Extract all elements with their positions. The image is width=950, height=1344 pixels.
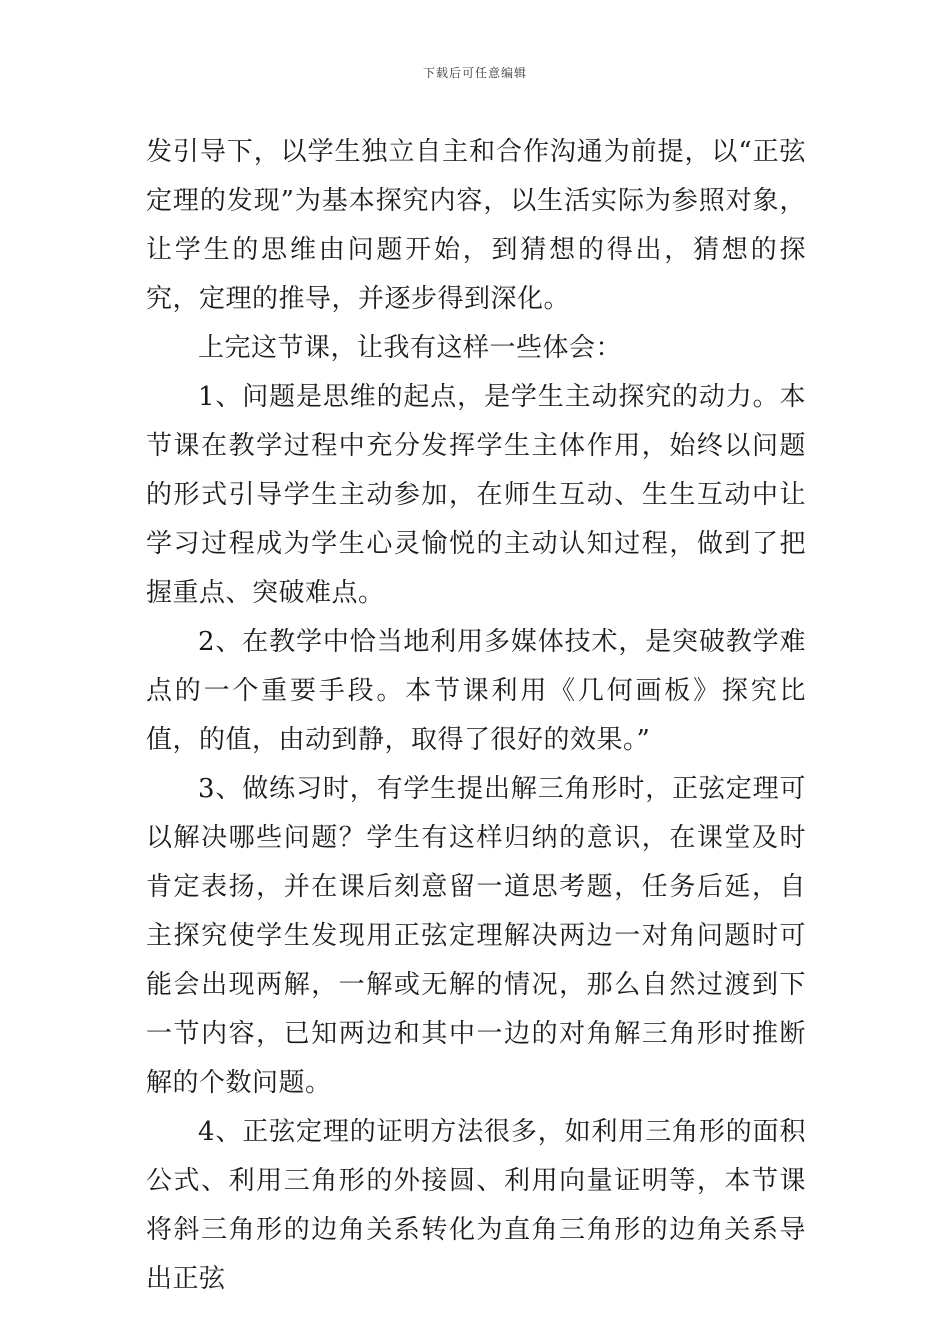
- paragraph-point-3: 3、做练习时，有学生提出解三角形时，正弦定理可以解决哪些问题？学生有这样归纳的意识，在课堂及时肯定表扬，并在课后刻意留一道思考题，任务后延，自主探究使学生发现用正弦定理解决两边一对角问题时可能会出现两解，一解或无解的情况，那么自然过渡到下一节内容，已知两边和其中一边的对角解三角形时推断解的个数问题。: [146, 774, 806, 1098]
- page-header-note: 下载后可任意编辑: [422, 66, 527, 80]
- paragraph-intro: 发引导下，以学生独立自主和合作沟通为前提，以“正弦定理的发现”为基本探究内容，以生活实际为参照对象，让学生的思维由问题开始，到猜想的得出，猜想的探究，定理的推导，并逐步得到深化。: [146, 137, 806, 314]
- paragraph-point-1: 1、问题是思维的起点，是学生主动探究的动力。本节课在教学过程中充分发挥学生主体作用，始终以问题的形式引导学生主动参加，在师生互动、生生互动中让学习过程成为学生心灵愉悦的主动认知过程，做到了把握重点、突破难点。: [146, 382, 806, 608]
- paragraph-reflection-lead: 上完这节课，让我有这样一些体会：: [198, 333, 623, 363]
- paragraph-point-2: 2、在教学中恰当地利用多媒体技术，是突破教学难点的一个重要手段。本节课利用《几何画板》探究比值，的值，由动到静，取得了很好的效果。”: [146, 627, 806, 755]
- document-body: [146, 128, 806, 1304]
- paragraph-point-4: 4、正弦定理的证明方法很多，如利用三角形的面积公式、利用三角形的外接圆、利用向量证明等，本节课将斜三角形的边角关系转化为直角三角形的边角关系导出正弦: [146, 1117, 806, 1294]
